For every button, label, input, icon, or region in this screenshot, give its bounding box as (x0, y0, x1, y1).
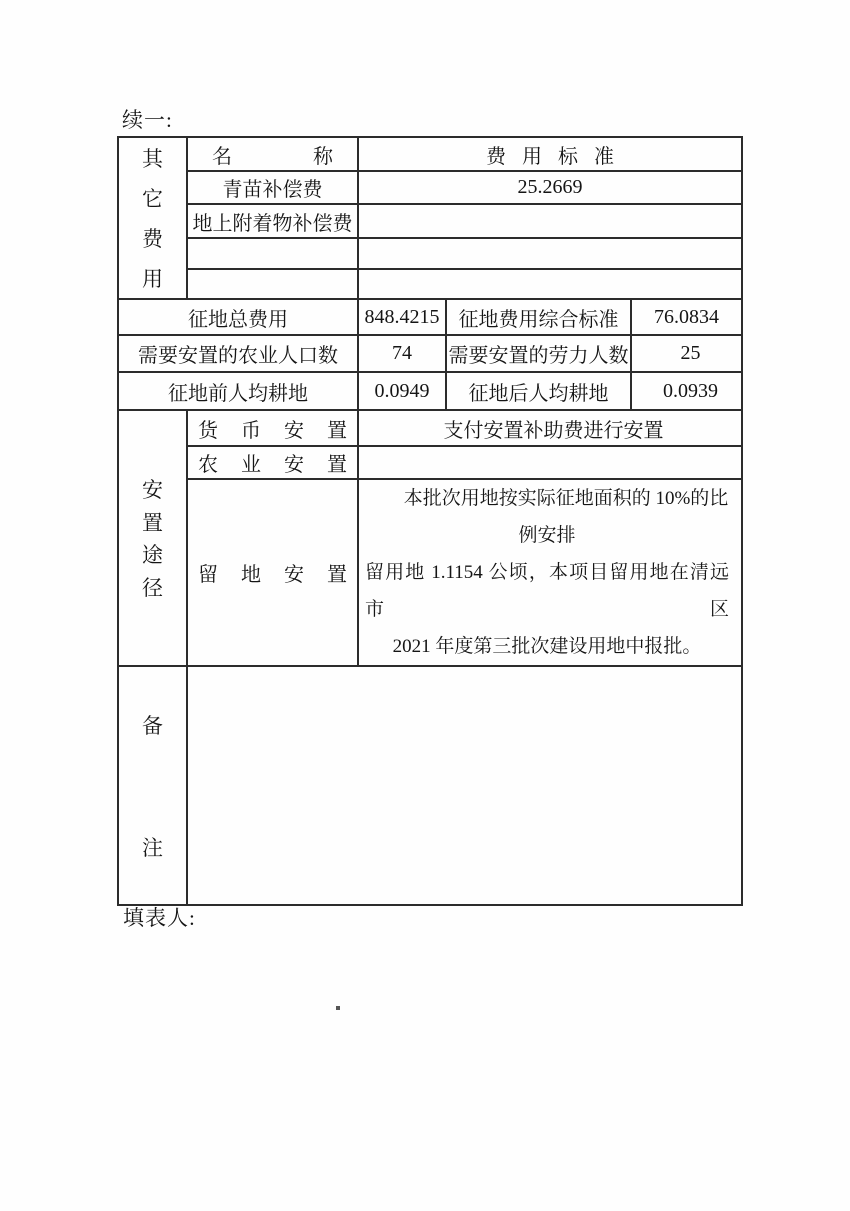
agricultural-resettlement-content-cell (358, 446, 742, 479)
land-reserve-paragraph (365, 480, 729, 665)
scan-speck (336, 1006, 340, 1010)
paragraph-line: 本批次用地按实际征地面积的 10%的比例安排 (403, 488, 729, 546)
monetary-resettlement-content-cell: 支付安置补助费进行安置 (358, 410, 742, 446)
land-reserve-resettlement-label: 留地安置 (198, 564, 347, 586)
labor-population-value-cell: 25 (631, 335, 742, 372)
resettlement-section-label-cell (118, 410, 187, 666)
section-label-char: 径 (142, 575, 163, 600)
agricultural-resettlement-label: 农业安置 (198, 454, 347, 476)
farmland-before-value-cell: 0.0949 (358, 372, 446, 410)
section-label-char: 其 (142, 147, 163, 171)
young-crop-fee-value-cell: 25.2669 (358, 171, 742, 204)
farmland-after-value-cell: 0.0939 (631, 372, 742, 410)
remarks-section-label-cell (118, 666, 187, 905)
agricultural-population-value-cell: 74 (358, 335, 446, 372)
section-label-char: 它 (142, 187, 163, 211)
resettlement-section-label (119, 474, 186, 602)
agricultural-resettlement-label-cell (187, 446, 358, 479)
other-fees-section-label-cell (118, 137, 187, 299)
section-label-char: 注 (142, 835, 163, 860)
total-cost-label-cell: 征地总费用 (118, 299, 358, 335)
form-filler-caption: 填表人: (123, 906, 196, 930)
empty-fee-value-cell (358, 238, 742, 269)
section-label-char: 途 (142, 543, 163, 568)
section-label-char: 用 (142, 267, 163, 291)
fee-name-header-cell (187, 137, 358, 171)
section-label-char: 备 (142, 713, 163, 738)
monetary-resettlement-label: 货币安置 (198, 419, 347, 442)
agricultural-population-label-cell: 需要安置的农业人口数 (118, 335, 358, 372)
remarks-row (118, 666, 742, 905)
ground-attachment-fee-name-cell: 地上附着物补偿费 (187, 204, 358, 238)
monetary-resettlement-row (118, 410, 742, 446)
land-reserve-resettlement-label-cell (187, 479, 358, 666)
total-cost-value-cell: 848.4215 (358, 299, 446, 335)
total-cost-row (118, 299, 742, 335)
paragraph-line: 留用地 1.1154 公顷，本项目留用地在清远市区 (365, 562, 729, 620)
remarks-section-label (119, 710, 186, 862)
young-crop-fee-row (118, 171, 742, 204)
population-row (118, 335, 742, 372)
other-fees-section-label (119, 143, 186, 293)
continuation-caption: 续一: (122, 108, 173, 132)
labor-population-label-cell: 需要安置的劳力人数 (446, 335, 631, 372)
agricultural-resettlement-row (118, 446, 742, 479)
empty-fee-value-cell (358, 269, 742, 299)
empty-fee-name-cell (187, 238, 358, 269)
ground-attachment-fee-value-cell (358, 204, 742, 238)
other-fee-empty-row (118, 269, 742, 299)
comprehensive-standard-value-cell: 76.0834 (631, 299, 742, 335)
per-capita-farmland-row (118, 372, 742, 410)
fee-name-header: 名称 (212, 145, 333, 168)
section-label-char: 安 (142, 478, 163, 502)
other-fee-empty-row (118, 238, 742, 269)
fee-standard-header-cell: 费用标准 (358, 137, 742, 171)
land-acquisition-continuation-table (117, 136, 743, 906)
comprehensive-standard-label-cell: 征地费用综合标准 (446, 299, 631, 335)
other-fees-header-row (118, 137, 742, 171)
farmland-after-label-cell: 征地后人均耕地 (446, 372, 631, 410)
farmland-before-label-cell: 征地前人均耕地 (118, 372, 358, 410)
remarks-content-cell (187, 666, 742, 905)
land-reserve-resettlement-row (118, 479, 742, 666)
section-label-char: 费 (142, 227, 163, 251)
empty-fee-name-cell (187, 269, 358, 299)
monetary-resettlement-label-cell (187, 410, 358, 446)
paragraph-line: 2021 年度第三批次建设用地中报批。 (392, 636, 702, 657)
young-crop-fee-name-cell: 青苗补偿费 (187, 171, 358, 204)
ground-attachment-fee-row (118, 204, 742, 238)
section-label-char: 置 (142, 510, 163, 535)
land-reserve-resettlement-content-cell (358, 479, 742, 666)
